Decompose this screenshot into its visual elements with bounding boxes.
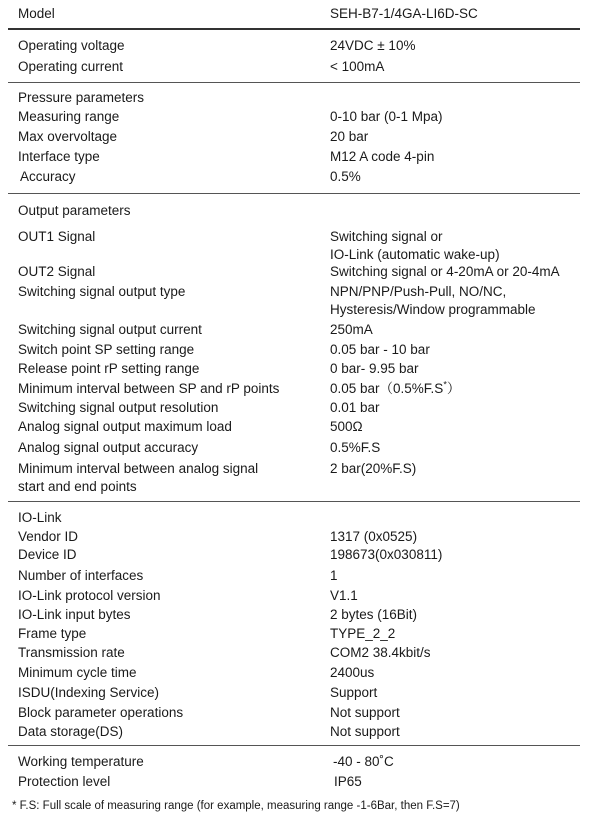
spec-row-protection-level (18, 772, 588, 792)
spec-value: 1317 (0x0525) (330, 529, 418, 544)
spec-value: Support (330, 685, 378, 700)
spec-value: 20 bar (330, 129, 369, 144)
divider (8, 193, 580, 194)
spec-value: 2 bytes (16Bit) (330, 607, 418, 622)
divider (8, 28, 580, 30)
spec-value: IP65 (334, 774, 362, 789)
spec-label: Operating current (18, 59, 124, 74)
spec-value: 500Ω (330, 419, 363, 434)
spec-label: Switching signal output current (18, 322, 202, 337)
spec-row-transmission-rate (18, 643, 588, 663)
spec-label: Analog signal output accuracy (18, 440, 199, 455)
spec-label: Max overvoltage (18, 129, 118, 144)
spec-label-line: Minimum interval between analog signal (18, 461, 259, 476)
spec-row-rp-range (18, 359, 588, 379)
spec-value: < 100mA (330, 59, 385, 74)
spec-value: M12 A code 4-pin (330, 149, 435, 164)
spec-row-operating-voltage (18, 36, 588, 56)
spec-value: 2400us (330, 665, 375, 680)
spec-value: 0.5%F.S (330, 440, 381, 455)
spec-label: Accuracy (20, 169, 76, 184)
spec-row-switching-resolution (18, 398, 588, 418)
spec-row-frame-type (18, 624, 588, 644)
spec-row-model (18, 4, 588, 24)
spec-row-operating-current (18, 57, 588, 77)
spec-label: Switch point SP setting range (18, 342, 195, 357)
spec-row-block-parameter (18, 703, 588, 723)
spec-label: Device ID (18, 547, 77, 562)
footnote-marker: * (443, 379, 447, 390)
spec-label: OUT1 Signal (18, 229, 96, 244)
spec-label: Block parameter operations (18, 705, 184, 720)
spec-row-measuring-range (18, 107, 588, 127)
spec-value: 198673(0x030811) (330, 547, 443, 562)
spec-value: 24VDC ± 10% (330, 38, 416, 53)
spec-value: 0.05 bar - 10 bar (330, 342, 430, 357)
spec-label: Vendor ID (18, 529, 79, 544)
spec-row-min-cycle-time (18, 663, 588, 683)
spec-label: Working temperature (18, 754, 144, 769)
spec-value: SEH-B7-1/4GA-LI6D-SC (330, 6, 478, 21)
spec-label: Minimum interval between SP and rP points (18, 381, 280, 396)
spec-row-isdu (18, 683, 588, 703)
divider (8, 745, 580, 746)
spec-value: COM2 38.4kbit/s (330, 645, 431, 660)
spec-value: 250mA (330, 322, 373, 337)
spec-value: 1 (330, 568, 338, 583)
spec-row-analog-min-interval (18, 460, 588, 498)
spec-value-text: ） (446, 381, 461, 396)
spec-value (330, 283, 590, 319)
spec-value-text: 0.05 bar（0.5%F.S (330, 381, 444, 396)
divider (8, 501, 580, 502)
section-title-iolink: IO-Link (18, 510, 62, 525)
footnote: * F.S: Full scale of measuring range (for example, measuring range -1-6Bar, then F.S=7) (12, 800, 460, 812)
spec-label: Switching signal output type (18, 284, 186, 299)
spec-value: TYPE_2_2 (330, 626, 396, 641)
spec-label-line: start and end points (18, 479, 137, 494)
spec-value: Not support (330, 705, 400, 720)
spec-label: Model (18, 6, 55, 21)
spec-row-switching-output-type (18, 283, 588, 321)
spec-label: Transmission rate (18, 645, 125, 660)
spec-row-number-of-interfaces (18, 566, 588, 586)
spec-row-switching-output-current (18, 320, 588, 340)
spec-label: Operating voltage (18, 38, 125, 53)
section-title-pressure: Pressure parameters (18, 90, 145, 105)
spec-value: Switching signal or 4-20mA or 20-4mA (330, 264, 560, 279)
spec-row-out2-signal (18, 262, 588, 282)
spec-label (18, 460, 318, 496)
spec-label: Switching signal output resolution (18, 400, 219, 415)
spec-value: 0-10 bar (0-1 Mpa) (330, 109, 443, 124)
spec-row-input-bytes (18, 605, 588, 625)
spec-label: Number of interfaces (18, 568, 144, 583)
spec-label: Minimum cycle time (18, 665, 137, 680)
spec-label: Interface type (18, 149, 100, 164)
spec-row-vendor-id (18, 527, 588, 547)
spec-label: Release point rP setting range (18, 361, 200, 376)
section-title-output: Output parameters (18, 203, 131, 218)
spec-row-accuracy (18, 167, 588, 187)
spec-row-interface-type (18, 147, 588, 167)
spec-row-analog-max-load (18, 417, 588, 437)
spec-label: Measuring range (18, 109, 120, 124)
spec-label: Protection level (18, 774, 111, 789)
spec-label: Frame type (18, 626, 87, 641)
spec-label: IO-Link input bytes (18, 607, 131, 622)
spec-row-data-storage (18, 722, 588, 742)
spec-row-protocol-version (18, 586, 588, 606)
spec-value (330, 379, 460, 399)
spec-label: Analog signal output maximum load (18, 419, 232, 434)
spec-label: ISDU(Indexing Service) (18, 685, 160, 700)
spec-value-line: Switching signal or (330, 229, 443, 244)
spec-value: 0.01 bar (330, 400, 380, 415)
divider (8, 82, 580, 83)
spec-value (330, 228, 590, 264)
spec-value-line: Hysteresis/Window programmable (330, 302, 536, 317)
spec-row-working-temperature (18, 752, 588, 772)
spec-value-line: NPN/PNP/Push-Pull, NO/NC, (330, 284, 507, 299)
spec-label: Data storage(DS) (18, 724, 124, 739)
spec-row-out1-signal (18, 228, 588, 266)
spec-value: Not support (330, 724, 400, 739)
spec-row-max-overvoltage (18, 127, 588, 147)
spec-row-analog-accuracy (18, 438, 588, 458)
spec-row-sp-range (18, 340, 588, 360)
spec-value: -40 - 80˚C (333, 754, 394, 769)
spec-value: V1.1 (330, 588, 358, 603)
spec-label: OUT2 Signal (18, 264, 96, 279)
spec-row-device-id (18, 545, 588, 565)
spec-row-min-interval-sp-rp (18, 379, 588, 399)
spec-label: IO-Link protocol version (18, 588, 161, 603)
spec-value: 2 bar(20%F.S) (330, 461, 417, 476)
spec-value: 0.5% (330, 169, 361, 184)
spec-value-line: IO-Link (automatic wake-up) (330, 247, 500, 262)
spec-value: 0 bar- 9.95 bar (330, 361, 419, 376)
